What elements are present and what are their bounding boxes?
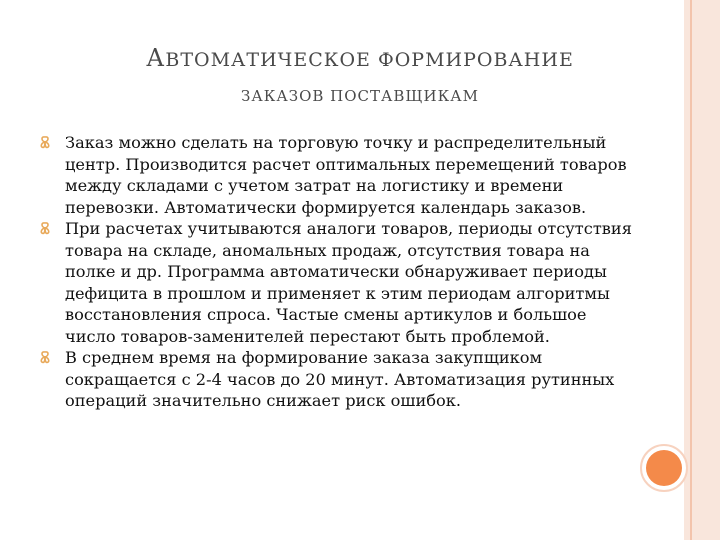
flower-bullet-icon	[38, 135, 52, 149]
list-item	[38, 132, 638, 218]
list-item	[38, 218, 638, 347]
bullet-text: В среднем время на формирование заказа закупщиком сокращается с 2-4 часов до 20 минут. Автоматизация рутинных операций значительно снижает риск ошибок.	[65, 348, 615, 410]
side-decoration-line	[690, 0, 692, 540]
bullet-list	[38, 132, 638, 412]
side-decoration-circle	[640, 444, 688, 492]
title-line-1	[90, 44, 630, 74]
title-initial-capital: А	[146, 44, 166, 72]
slide-title	[90, 44, 630, 110]
flower-bullet-icon	[38, 221, 52, 235]
title-line-2: ЗАКАЗОВ ПОСТАВЩИКАМ	[241, 87, 479, 105]
bullet-text: Заказ можно сделать на торговую точку и распределительный центр. Производится расчет оптимальных перемещений товаров между складами с учетом затрат на логистику и времени перевозки. Автоматически формируется календарь заказов.	[65, 133, 627, 217]
side-circle-inner	[646, 450, 682, 486]
title-line-1-text: ВТОМАТИЧЕСКОЕ ФОРМИРОВАНИЕ	[165, 49, 574, 71]
flower-bullet-icon	[38, 350, 52, 364]
bullet-text: При расчетах учитываются аналоги товаров, периоды отсутствия товара на складе, аномальных продаж, отсутствия товара на полке и др. Программа автоматически обнаруживает периоды дефицита в прошлом и применяет к этим периодам алгоритмы восстановления спроса. Частые смены артикулов и большое число товаров-заменителей перестают быть проблемой.	[65, 219, 632, 346]
list-item	[38, 347, 638, 412]
